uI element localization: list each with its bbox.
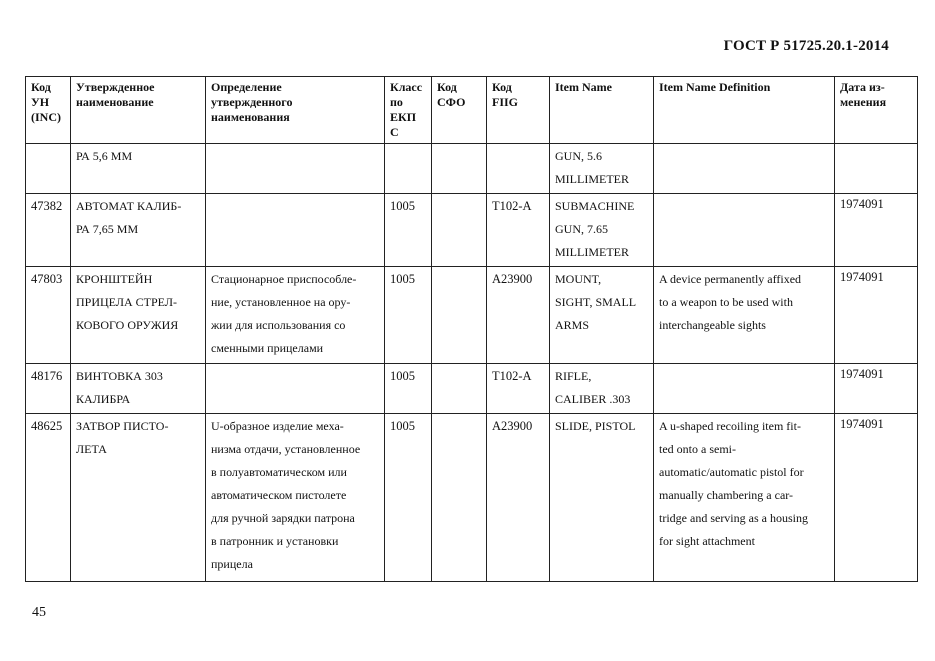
cell-approved-name: ВИНТОВКА 303 КАЛИБРА xyxy=(71,364,206,414)
cell-item-name-definition: A device permanently affixed to a weapon to be used with interchangeable sights xyxy=(654,267,835,364)
cell-inc: 48625 xyxy=(26,414,71,582)
cell-change-date xyxy=(835,144,918,194)
cell-inc: 47382 xyxy=(26,194,71,267)
cell-fiig: T102-A xyxy=(487,194,550,267)
cell-sfo xyxy=(432,267,487,364)
cell-sfo xyxy=(432,414,487,582)
cell-inc: 47803 xyxy=(26,267,71,364)
column-header-item-name: Item Name xyxy=(550,77,654,144)
column-header-class: Класс по ЕКП С xyxy=(385,77,432,144)
cell-name-definition: U-образное изделие меха- низма отдачи, установленное в полуавтоматическом или автоматическом пистолете для ручной зарядки патрона в патронник и установки прицела xyxy=(206,414,385,582)
column-header-inc: Код УН (INC) xyxy=(26,77,71,144)
column-header-item-name-definition: Item Name Definition xyxy=(654,77,835,144)
table-row xyxy=(26,144,918,194)
column-header-name-definition: Определение утвержденного наименования xyxy=(206,77,385,144)
table-header-row xyxy=(26,77,918,144)
cell-item-name-definition xyxy=(654,364,835,414)
cell-inc xyxy=(26,144,71,194)
cell-item-name-definition xyxy=(654,194,835,267)
cell-name-definition xyxy=(206,194,385,267)
cell-fiig: A23900 xyxy=(487,267,550,364)
cell-class: 1005 xyxy=(385,414,432,582)
cell-item-name-definition: A u-shaped recoiling item fit- ted onto a semi- automatic/automatic pistol for manually chambering a car- tridge and serving as a housing for sight attachment xyxy=(654,414,835,582)
column-header-approved-name: Утвержденное наименование xyxy=(71,77,206,144)
cell-change-date: 1974091 xyxy=(835,194,918,267)
table-row xyxy=(26,414,918,582)
cell-sfo xyxy=(432,144,487,194)
cell-name-definition: Стационарное приспособле- ние, установленное на ору- жии для использования со сменными прицелами xyxy=(206,267,385,364)
cell-fiig: A23900 xyxy=(487,414,550,582)
cell-approved-name: КРОНШТЕЙН ПРИЦЕЛА СТРЕЛ- КОВОГО ОРУЖИЯ xyxy=(71,267,206,364)
cell-class: 1005 xyxy=(385,194,432,267)
cell-sfo xyxy=(432,194,487,267)
document-standard-header: ГОСТ Р 51725.20.1-2014 xyxy=(723,38,889,54)
nomenclature-table xyxy=(25,76,918,582)
cell-fiig xyxy=(487,144,550,194)
cell-change-date: 1974091 xyxy=(835,414,918,582)
table-row xyxy=(26,364,918,414)
cell-sfo xyxy=(432,364,487,414)
cell-class xyxy=(385,144,432,194)
cell-class: 1005 xyxy=(385,364,432,414)
cell-inc: 48176 xyxy=(26,364,71,414)
cell-approved-name: АВТОМАТ КАЛИБ- РА 7,65 ММ xyxy=(71,194,206,267)
cell-name-definition xyxy=(206,144,385,194)
cell-item-name: SLIDE, PISTOL xyxy=(550,414,654,582)
cell-item-name: MOUNT, SIGHT, SMALL ARMS xyxy=(550,267,654,364)
column-header-fiig: Код FIIG xyxy=(487,77,550,144)
cell-name-definition xyxy=(206,364,385,414)
cell-item-name: RIFLE, CALIBER .303 xyxy=(550,364,654,414)
column-header-change-date: Дата из- менения xyxy=(835,77,918,144)
cell-change-date: 1974091 xyxy=(835,267,918,364)
cell-class: 1005 xyxy=(385,267,432,364)
cell-fiig: T102-A xyxy=(487,364,550,414)
page-number: 45 xyxy=(32,605,46,620)
cell-item-name: GUN, 5.6 MILLIMETER xyxy=(550,144,654,194)
cell-change-date: 1974091 xyxy=(835,364,918,414)
table-row xyxy=(26,194,918,267)
column-header-sfo: Код СФО xyxy=(432,77,487,144)
cell-item-name-definition xyxy=(654,144,835,194)
cell-approved-name: ЗАТВОР ПИСТО- ЛЕТА xyxy=(71,414,206,582)
table-row xyxy=(26,267,918,364)
cell-approved-name: РА 5,6 ММ xyxy=(71,144,206,194)
cell-item-name: SUBMACHINE GUN, 7.65 MILLIMETER xyxy=(550,194,654,267)
